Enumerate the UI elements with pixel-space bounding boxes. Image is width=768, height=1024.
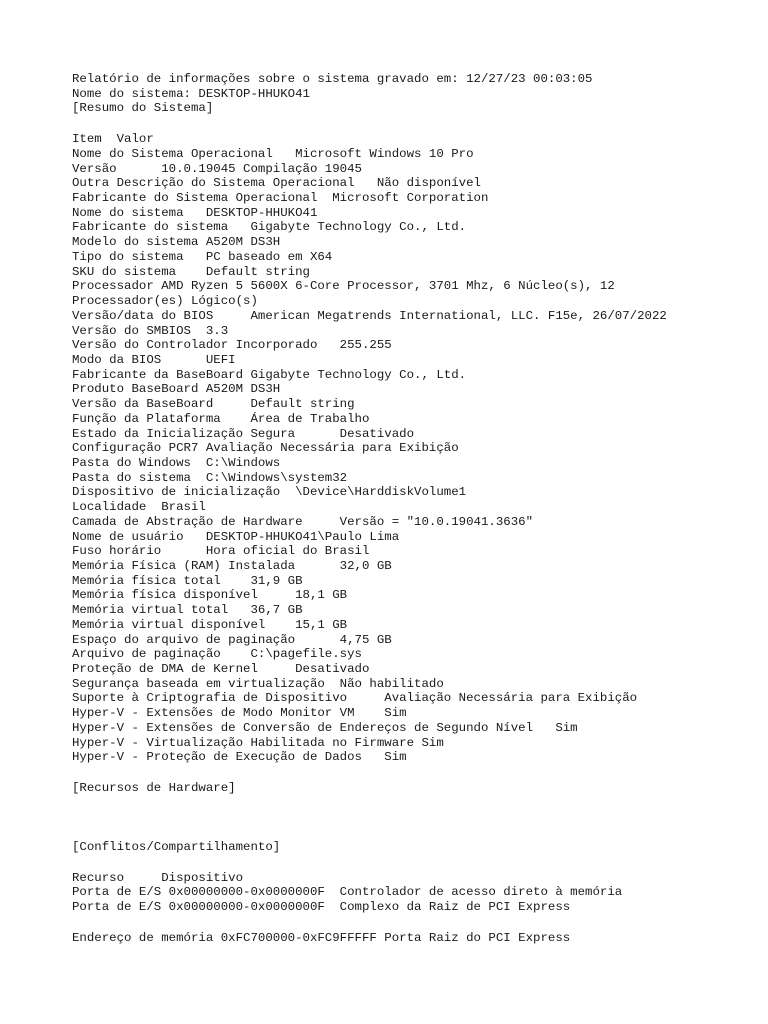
- conflicts-row: Porta de E/S 0x00000000-0x0000000F Controlador de acesso direto à memória: [72, 885, 623, 900]
- summary-row: SKU do sistema Default string: [72, 264, 310, 279]
- summary-section-heading: [Resumo do Sistema]: [72, 101, 214, 116]
- system-name-heading: Nome do sistema: DESKTOP-HHUKO41: [72, 86, 310, 101]
- summary-row: Nome de usuário DESKTOP-HHUKO41\Paulo Lima: [72, 529, 400, 544]
- conflicts-memory-row: Endereço de memória 0xFC700000-0xFC9FFFFF Porta Raiz do PCI Express: [72, 930, 571, 945]
- summary-row: Modelo do sistema A520M DS3H: [72, 235, 281, 250]
- summary-row: Dispositivo de inicialização \Device\HarddiskVolume1: [72, 485, 467, 500]
- summary-row: Versão do SMBIOS 3.3: [72, 323, 229, 338]
- summary-row: Pasta do Windows C:\Windows: [72, 455, 281, 470]
- spacer: [72, 855, 748, 871]
- summary-row: Versão da BaseBoard Default string: [72, 397, 355, 412]
- summary-row: Fuso horário Hora oficial do Brasil: [72, 544, 370, 559]
- spacer: [72, 796, 748, 840]
- summary-row: Camada de Abstração de Hardware Versão = "10.0.19041.3636": [72, 514, 534, 529]
- conflicts-row: Porta de E/S 0x00000000-0x0000000F Complexo da Raiz de PCI Express: [72, 899, 571, 914]
- summary-row: Fabricante do Sistema Operacional Microsoft Corporation: [72, 191, 489, 206]
- summary-row: Hyper-V - Extensões de Conversão de Endereços de Segundo Nível Sim: [72, 720, 578, 735]
- summary-row: Arquivo de paginação C:\pagefile.sys: [72, 647, 362, 662]
- summary-row: Espaço do arquivo de paginação 4,75 GB: [72, 632, 392, 647]
- summary-row: Modo da BIOS UEFI: [72, 352, 236, 367]
- summary-row: Hyper-V - Virtualização Habilitada no Firmware Sim: [72, 735, 444, 750]
- summary-row: Memória virtual total 36,7 GB: [72, 603, 303, 618]
- conflicts-column-header: Recurso Dispositivo: [72, 870, 244, 885]
- summary-row: Segurança baseada em virtualização Não habilitado: [72, 676, 444, 691]
- summary-row: Estado da Inicialização Segura Desativado: [72, 426, 415, 441]
- conflicts-section-heading: [Conflitos/Compartilhamento]: [72, 839, 281, 854]
- summary-row: Fabricante da BaseBoard Gigabyte Technology Co., Ltd.: [72, 367, 467, 382]
- summary-row: Fabricante do sistema Gigabyte Technology Co., Ltd.: [72, 220, 467, 235]
- summary-row: Hyper-V - Extensões de Modo Monitor VM Sim: [72, 706, 407, 721]
- summary-row: Pasta do sistema C:\Windows\system32: [72, 470, 348, 485]
- summary-row: Nome do Sistema Operacional Microsoft Windows 10 Pro: [72, 146, 474, 161]
- summary-row: Memória virtual disponível 15,1 GB: [72, 617, 348, 632]
- summary-row: Outra Descrição do Sistema Operacional Não disponível: [72, 176, 481, 191]
- system-info-document: [72, 72, 748, 945]
- summary-row: Localidade Brasil: [72, 500, 206, 515]
- summary-column-header: Item Valor: [72, 132, 154, 147]
- summary-row: Produto BaseBoard A520M DS3H: [72, 382, 281, 397]
- spacer: [72, 116, 748, 132]
- summary-row: Versão/data do BIOS American Megatrends International, LLC. F15e, 26/07/2022: [72, 308, 667, 323]
- summary-row: Função da Plataforma Área de Trabalho: [72, 411, 370, 426]
- summary-row: Tipo do sistema PC baseado em X64: [72, 249, 333, 264]
- hardware-section-heading: [Recursos de Hardware]: [72, 781, 236, 796]
- summary-row: Hyper-V - Proteção de Execução de Dados Sim: [72, 750, 407, 765]
- summary-row: Configuração PCR7 Avaliação Necessária para Exibição: [72, 441, 459, 456]
- summary-row-processor: Processador AMD Ryzen 5 5600X 6-Core Processor, 3701 Mhz, 6 Núcleo(s), 12 Processador(es) Lógico(s): [72, 279, 615, 309]
- spacer: [72, 765, 748, 781]
- summary-table: [72, 147, 748, 765]
- summary-row: Nome do sistema DESKTOP-HHUKO41: [72, 205, 318, 220]
- summary-row: Versão do Controlador Incorporado 255.255: [72, 338, 392, 353]
- spacer: [72, 915, 748, 931]
- summary-row: Memória física disponível 18,1 GB: [72, 588, 348, 603]
- summary-row: Proteção de DMA de Kernel Desativado: [72, 662, 370, 677]
- summary-row: Suporte à Criptografia de Dispositivo Avaliação Necessária para Exibição: [72, 691, 638, 706]
- report-title: Relatório de informações sobre o sistema gravado em: 12/27/23 00:03:05: [72, 72, 593, 86]
- summary-row: Memória física total 31,9 GB: [72, 573, 303, 588]
- summary-row: Versão 10.0.19045 Compilação 19045: [72, 161, 362, 176]
- summary-row: Memória Física (RAM) Instalada 32,0 GB: [72, 559, 392, 573]
